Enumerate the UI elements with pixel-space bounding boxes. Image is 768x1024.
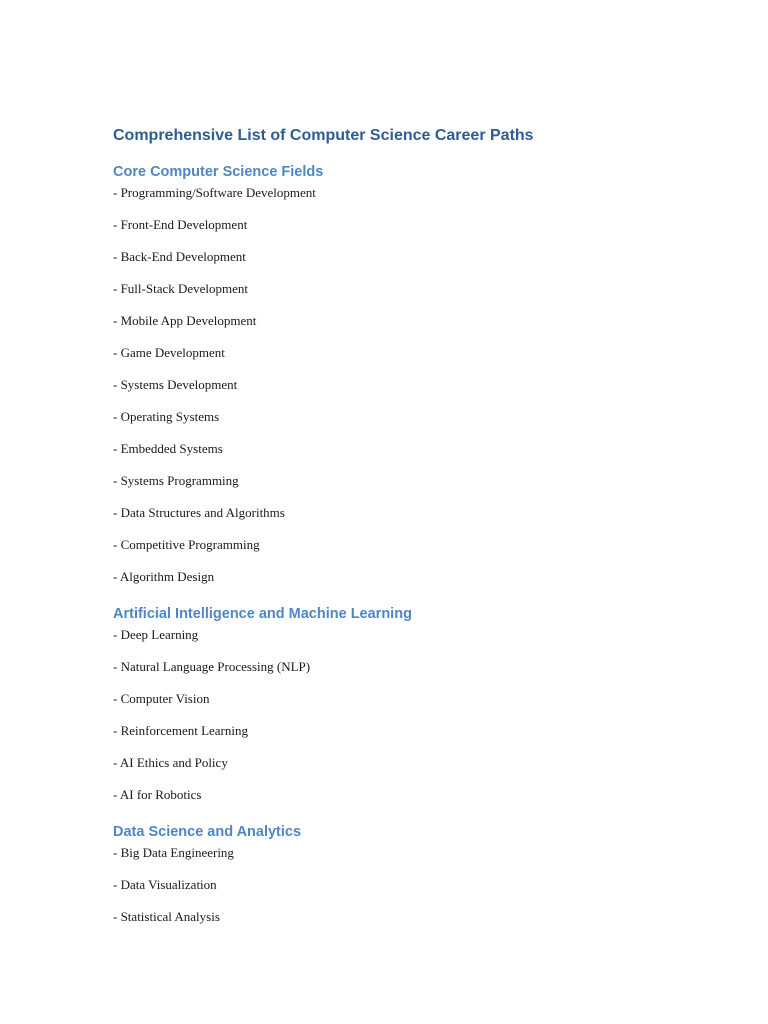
list-item: - Operating Systems bbox=[113, 409, 220, 424]
list-item: - Embedded Systems bbox=[113, 441, 223, 456]
list-item: - Front-End Development bbox=[113, 217, 248, 232]
list-item: - Algorithm Design bbox=[113, 569, 215, 584]
list-item: - Mobile App Development bbox=[113, 313, 257, 328]
list-item: - AI for Robotics bbox=[113, 787, 202, 802]
list-item: - Big Data Engineering bbox=[113, 845, 234, 860]
list-item: - Computer Vision bbox=[113, 691, 210, 706]
section-heading: Core Computer Science Fields bbox=[113, 164, 324, 180]
list-item: - AI Ethics and Policy bbox=[113, 755, 228, 770]
list-item: - Full-Stack Development bbox=[113, 281, 249, 296]
section-core-cs bbox=[113, 160, 713, 594]
section-heading: Artificial Intelligence and Machine Learning bbox=[113, 606, 412, 622]
list-item: - Deep Learning bbox=[113, 627, 199, 642]
document-page bbox=[113, 124, 713, 934]
list-item: - Game Development bbox=[113, 345, 225, 360]
list-item: - Systems Programming bbox=[113, 473, 239, 488]
list-item: - Reinforcement Learning bbox=[113, 723, 248, 738]
list-item: - Systems Development bbox=[113, 377, 238, 392]
section-data-science bbox=[113, 820, 713, 934]
list-item: - Natural Language Processing (NLP) bbox=[113, 659, 311, 674]
list-item: - Statistical Analysis bbox=[113, 909, 220, 924]
section-ai-ml bbox=[113, 602, 713, 812]
list-item: - Data Structures and Algorithms bbox=[113, 505, 285, 520]
document-title: Comprehensive List of Computer Science Career Paths bbox=[113, 127, 534, 144]
list-item: - Data Visualization bbox=[113, 877, 217, 892]
list-item: - Competitive Programming bbox=[113, 537, 260, 552]
list-item: - Back-End Development bbox=[113, 249, 246, 264]
list-item: - Programming/Software Development bbox=[113, 185, 316, 200]
section-heading: Data Science and Analytics bbox=[113, 824, 302, 840]
